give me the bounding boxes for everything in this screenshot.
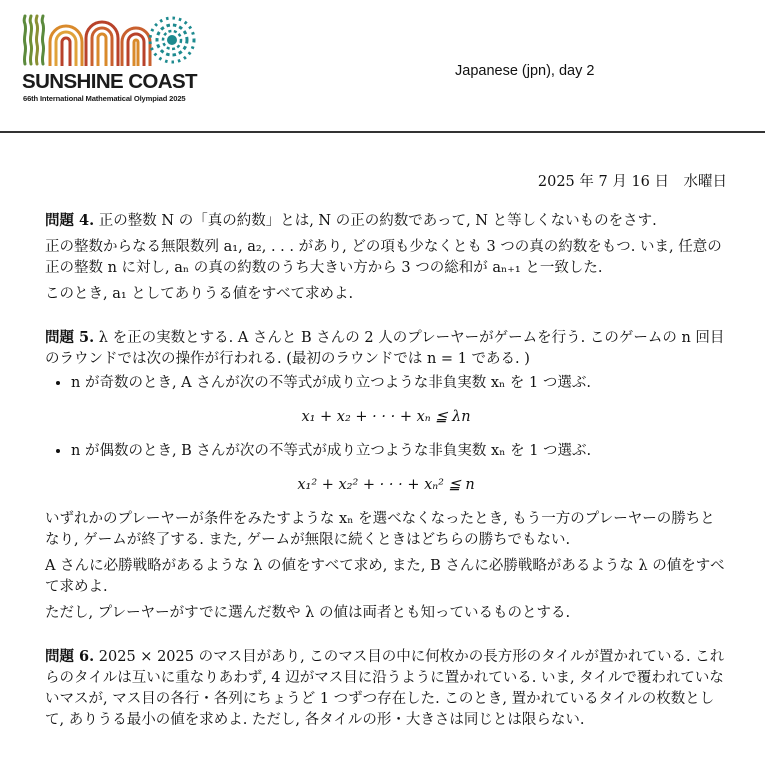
problem-4-definition: 正の整数 N の「真の約数」とは, N の正の約数であって, N と等しくないものをさす. [98, 213, 657, 229]
problem-4-title: 問題 4. [45, 212, 95, 229]
problem-5-intro: λ を正の実数とする. A さんと B さんの 2 人のプレーヤーがゲームを行う. このゲームの n 回目のラウンドでは次の操作が行われる. (最初のラウンドでは n = 1 である. ) [45, 330, 725, 367]
header-divider [0, 131, 765, 133]
problem-5-formula-odd: x₁ + x₂ + · · · + xₙ ≦ λn [301, 409, 471, 425]
exam-date: 2025 年 7 月 16 日 水曜日 [537, 174, 727, 190]
logo-title: SUNSHINE COAST [22, 70, 197, 93]
sunshine-coast-logo-graphic [22, 12, 200, 70]
problem-5 [45, 327, 727, 624]
problem-5-termination: いずれかのプレーヤーが条件をみたすような xₙ を選べなくなったとき, もう一方のプレーヤーの勝ちとなり, ゲームが終了する. また, ゲームが無限に続くときはどちらの勝ちでもない. [45, 511, 715, 548]
exam-body [45, 160, 727, 731]
problem-5-question: A さんに必勝戦略があるような λ の値をすべて求め, また, B さんに必勝戦略があるような λ の値をすべて求めよ. [45, 558, 725, 595]
problem-5-rules-even [45, 441, 727, 462]
problem-4-statement: 正の整数からなる無限数列 a₁, a₂, . . . があり, どの項も少なくとも 3 つの真の約数をもつ. いま, 任意の正の整数 n に対し, aₙ の真の約数のうち大きい方から 3 つの総和が aₙ₊₁ と一致した. [45, 239, 722, 276]
logo-subtitle: 66th International Mathematical Olympiad 2025 [23, 94, 186, 103]
language-day-label: Japanese (jpn), day 2 [455, 63, 595, 79]
problem-5-formula-even: x₁² + x₂² + · · · + xₙ² ≦ n [297, 477, 475, 493]
problem-4-question: このとき, a₁ としてありうる値をすべて求めよ. [45, 286, 354, 302]
problem-4 [45, 210, 727, 305]
problem-5-rules [45, 373, 727, 394]
page-header [0, 0, 765, 133]
problem-6-title: 問題 6. [45, 648, 95, 665]
imo-logo [22, 12, 200, 102]
problem-5-rule-even: • n が偶数のとき, B さんが次の不等式が成り立つような非負実数 xₙ を 1 つ選ぶ. [71, 441, 727, 462]
problem-5-title: 問題 5. [45, 329, 95, 346]
problem-5-rule-odd: • n が奇数のとき, A さんが次の不等式が成り立つような非負実数 xₙ を 1 つ選ぶ. [71, 373, 727, 394]
problem-6 [45, 646, 727, 731]
problem-6-statement: 2025 × 2025 のマス目があり, このマス目の中に何枚かの長方形のタイルが置かれている. これらのタイルは互いに重なりあわず, 4 辺がマス目に沿うように置かれている. いま, タイルで覆われていないマスが, マス目の各行・各列にちょうど 1 つずつ存在した. このとき, 置かれているタイルの枚数として, ありうる最小の値を求めよ. ただし, 各タイルの形・大きさは同じとは限らない. [45, 649, 725, 728]
problem-5-note: ただし, プレーヤーがすでに選んだ数や λ の値は両者とも知っているものとする. [45, 605, 571, 621]
